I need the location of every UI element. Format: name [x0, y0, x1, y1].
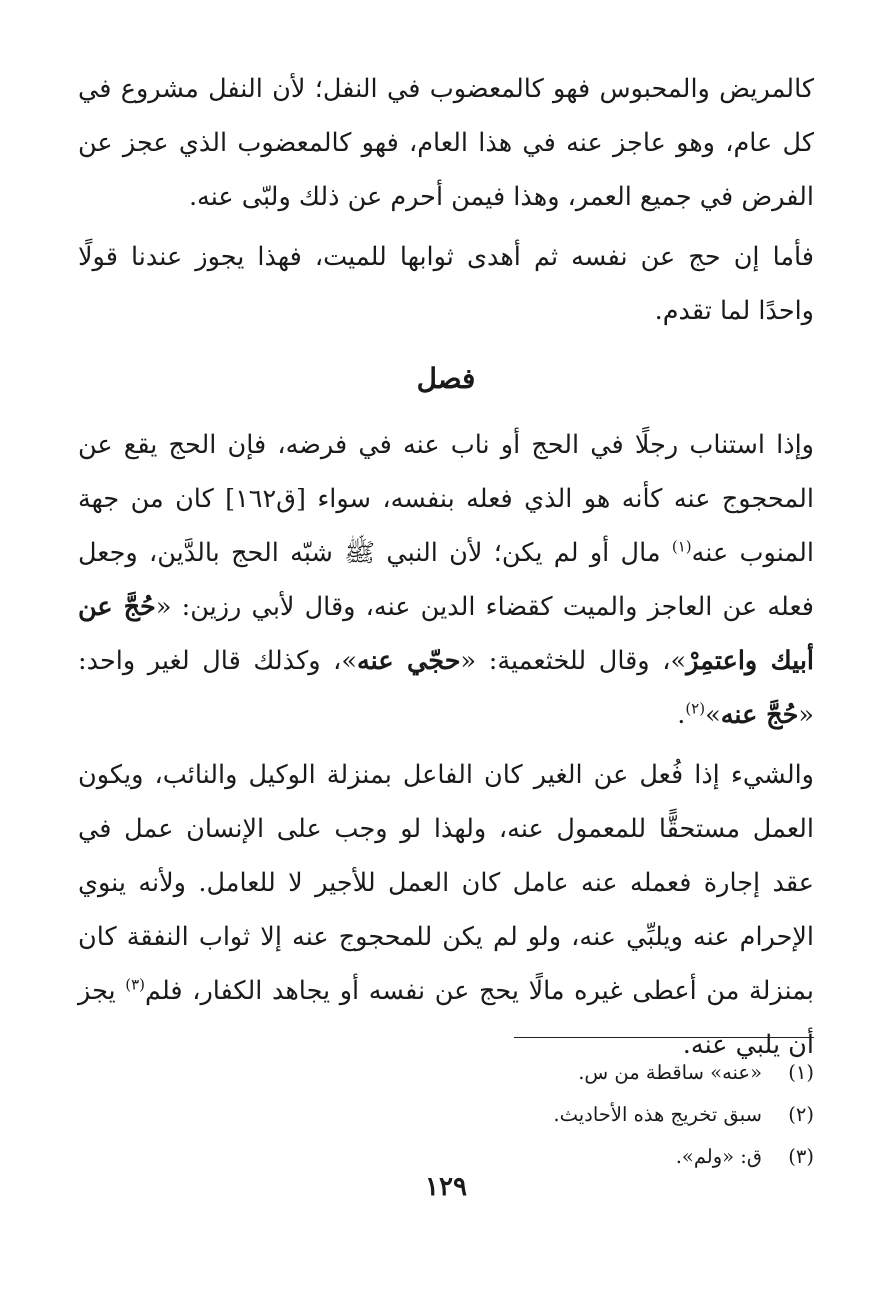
footnote-ref-2: (٢): [685, 699, 706, 718]
page-number: ١٢٩: [425, 1172, 467, 1202]
footnote-1: [78, 1052, 814, 1094]
footnotes: [78, 1037, 814, 1178]
paragraph-4: [78, 748, 814, 1072]
paragraph-3-text-6: .: [677, 700, 686, 730]
paragraph-2: فأما إن حج عن نفسه ثم أهدى ثوابها للميت، فهذا يجوز عندنا قولًا واحدًا لما تقدم.: [78, 242, 814, 326]
footnote-text: ق: «ولم».: [675, 1145, 762, 1168]
footnote-text: سبق تخريج هذه الأحاديث.: [553, 1103, 762, 1126]
footnote-text: «عنه» ساقطة من س.: [578, 1061, 762, 1084]
paragraph-3: [78, 418, 814, 742]
page-body: [78, 62, 814, 1272]
footnote-2: [78, 1094, 814, 1136]
paragraph-4-text-1: والشيء إذا فُعل عن الغير كان الفاعل بمنزلة الوكيل والنائب، ويكون العمل مستحقًّا للمعمول عنه، ولهذا لو وجب على الإنسان عمل في عقد إجارة فعمله عنه عامل كان العمل للأجير لا للعامل. ولأنه ينوي الإحرام عنه ويلبِّي عنه، ولو لم يكن للمحجوج عنه إلا ثواب النفقة كان بمنزلة من أعطى غيره مالًا يحج عن نفسه أو يجاهد الكفار، فلم: [78, 760, 814, 1006]
hadith-quote-1: حُجَّ عن أبيك واعتمِرْ: [78, 592, 815, 676]
footnote-number: (٢): [788, 1103, 814, 1126]
footnote-ref-3: (٣): [125, 975, 146, 994]
paragraph-3-text-4: »، وكذلك قال لغير واحد: «: [78, 646, 814, 730]
hadith-quote-3: حُجَّ عنه: [720, 700, 799, 730]
footnote-number: (١): [788, 1061, 814, 1084]
paragraph-3-text-1: وإذا استناب رجلًا في الحج أو ناب عنه في فرضه، فإن الحج يقع عن المحجوج عنه كأنه هو الذي فعله بنفسه، سواء [ق١٦٢] كان من جهة المنوب عنه: [78, 430, 814, 568]
paragraph-3-text-3: »، وقال للخثعمية: «: [460, 646, 687, 676]
footnote-ref-1: (١): [671, 537, 692, 556]
footnote-divider: [514, 1037, 814, 1038]
hadith-quote-2: حجّي عنه: [357, 646, 461, 676]
paragraph-4-text-2: يجز أن يلبي عنه.: [78, 976, 814, 1060]
footnote-number: (٣): [788, 1145, 814, 1168]
section-heading: فصل: [416, 362, 476, 395]
paragraph-1: كالمريض والمحبوس فهو كالمعضوب في النفل؛ لأن النفل مشروع في كل عام، وهو عاجز عنه في هذا العام، فهو كالمعضوب الذي عجز عن الفرض في جميع العمر، وهذا فيمن أحرم عن ذلك ولبّى عنه.: [78, 74, 814, 212]
paragraph-3-text-2: مال أو لم يكن؛ لأن النبي ﷺ شبّه الحج بالدَّين، وجعل فعله عن العاجز والميت كقضاء الدين عنه، وقال لأبي رزين: «: [78, 538, 814, 622]
paragraph-3-text-5: »: [705, 700, 721, 730]
